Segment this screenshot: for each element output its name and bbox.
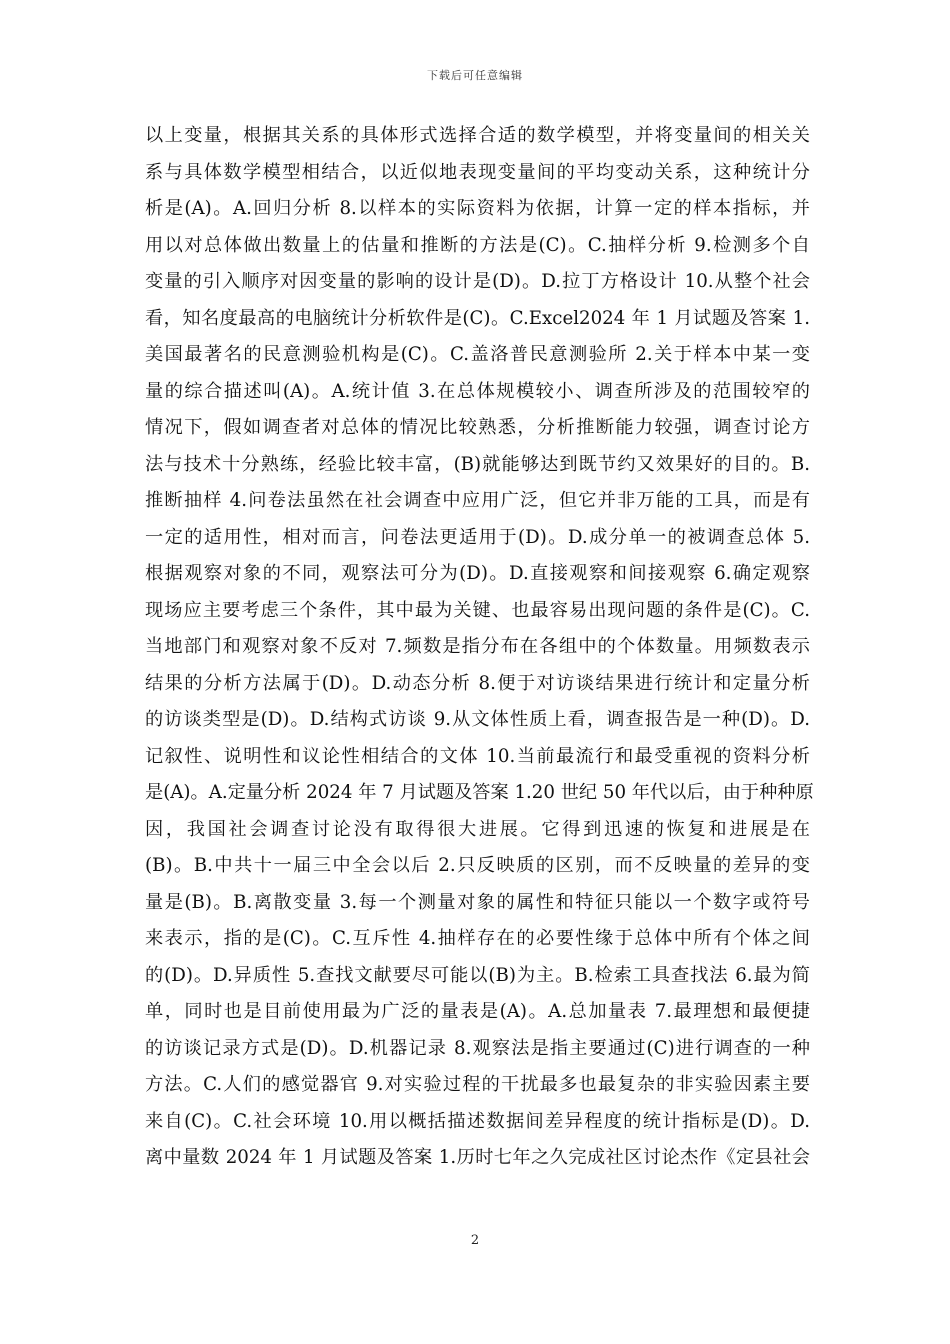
text-line: 来自(C)。C.社会环境 10.用以概括描述数据间差异程度的统计指标是(D)。D. xyxy=(145,1110,810,1132)
text-line: 法与技术十分熟练，经验比较丰富，(B)就能够达到既节约又效果好的目的。B. xyxy=(145,453,810,475)
text-line: 离中量数 2024 年 1 月试题及答案 1.历时七年之久完成社区讨论杰作《定县社会 xyxy=(145,1147,810,1168)
text-line: 单，同时也是目前使用最为广泛的量表是(A)。A.总加量表 7.最理想和最便捷 xyxy=(145,1001,810,1022)
text-line: 来表示，指的是(C)。C.互斥性 4.抽样存在的必要性缘于总体中所有个体之间 xyxy=(145,928,810,949)
text-line: 方法。C.人们的感觉器官 9.对实验过程的干扰最多也最复杂的非实验因素主要 xyxy=(145,1074,810,1095)
page-header: 下载后可任意编辑 xyxy=(427,69,523,82)
text-line: 推断抽样 4.问卷法虽然在社会调查中应用广泛，但它并非万能的工具，而是有 xyxy=(145,490,810,511)
text-line: 看，知名度最高的电脑统计分析软件是(C)。C.Excel2024 年 1 月试题及答案 1. xyxy=(145,307,810,329)
text-line: 美国最著名的民意测验机构是(C)。C.盖洛普民意测验所 2.关于样本中某一变 xyxy=(145,344,810,365)
text-line: 根据观察对象的不同，观察法可分为(D)。D.直接观察和间接观察 6.确定观察 xyxy=(145,563,810,584)
text-line: 以上变量，根据其关系的具体形式选择合适的数学模型，并将变量间的相关关 xyxy=(145,125,810,146)
text-line: 的(D)。D.异质性 5.查找文献要尽可能以(B)为主。B.检索工具查找法 6.最为简 xyxy=(145,964,810,986)
text-line: 情况下，假如调查者对总体的情况比较熟悉，分析推断能力较强，调查讨论方 xyxy=(145,417,810,438)
text-line: (B)。B.中共十一届三中全会以后 2.只反映质的区别，而不反映量的差异的变 xyxy=(145,855,810,876)
text-line: 现场应主要考虑三个条件，其中最为关键、也最容易出现问题的条件是(C)。C. xyxy=(145,599,810,621)
text-line: 一定的适用性，相对而言，问卷法更适用于(D)。D.成分单一的被调查总体 5. xyxy=(145,526,810,548)
text-line: 变量的引入顺序对因变量的影响的设计是(D)。D.拉丁方格设计 10.从整个社会 xyxy=(145,271,810,292)
text-line: 用以对总体做出数量上的估量和推断的方法是(C)。C.抽样分析 9.检测多个自 xyxy=(145,234,810,256)
text-line: 的访谈类型是(D)。D.结构式访谈 9.从文体性质上看，调查报告是一种(D)。D. xyxy=(145,709,810,730)
text-line: 的访谈记录方式是(D)。D.机器记录 8.观察法是指主要通过(C)进行调查的一种 xyxy=(145,1037,810,1059)
text-line: 记叙性、说明性和议论性相结合的文体 10.当前最流行和最受重视的资料分析 xyxy=(145,745,810,767)
text-line: 量是(B)。B.离散变量 3.每一个测量对象的属性和特征只能以一个数字或符号 xyxy=(145,891,810,913)
text-line: 结果的分析方法属于(D)。D.动态分析 8.便于对访谈结果进行统计和定量分析 xyxy=(145,672,810,694)
document-body xyxy=(145,118,814,1177)
page-number: 2 xyxy=(470,1233,480,1248)
text-line: 析是(A)。A.回归分析 8.以样本的实际资料为依据，计算一定的样本指标，并 xyxy=(145,198,810,219)
text-line: 当地部门和观察对象不反对 7.频数是指分布在各组中的个体数量。用频数表示 xyxy=(145,636,810,657)
text-line: 量的综合描述叫(A)。A.统计值 3.在总体规模较小、调查所涉及的范围较窄的 xyxy=(145,380,810,402)
text-line: 系与具体数学模型相结合，以近似地表现变量间的平均变动关系，这种统计分 xyxy=(145,161,810,183)
text-line: 因，我国社会调查讨论没有取得很大进展。它得到迅速的恢复和进展是在 xyxy=(145,818,810,840)
text-line: 是(A)。A.定量分析 2024 年 7 月试题及答案 1.20 世纪 50 年代以后，由于种种原 xyxy=(145,782,814,803)
